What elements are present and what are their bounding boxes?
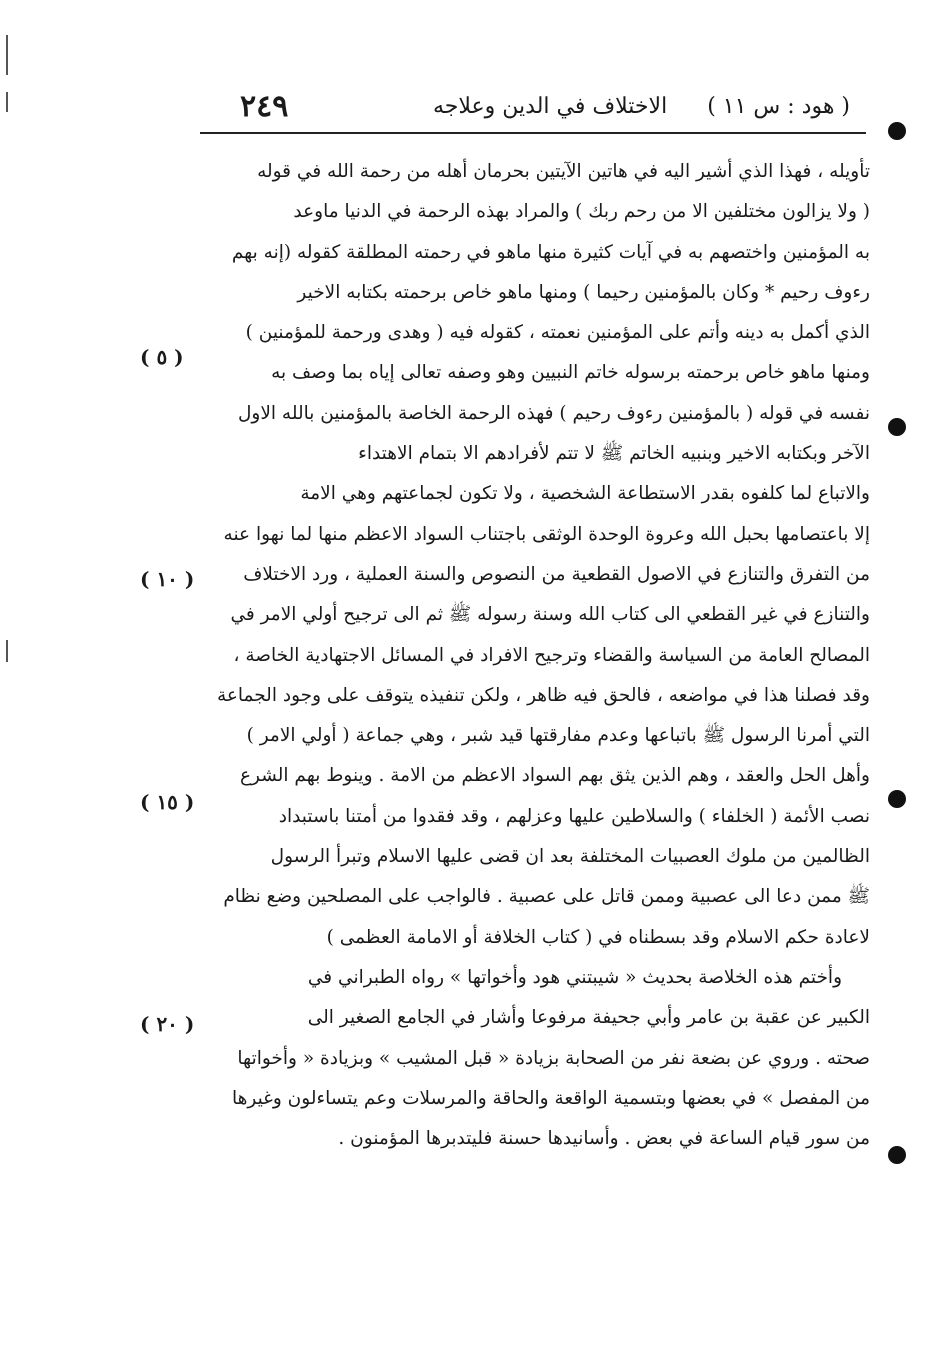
text-line: الآخر وبكتابه الاخير وبنبيه الخاتم ﷺ لا تتم لأفرادهم الا بتمام الاهتداء — [358, 443, 870, 465]
margin-line-number: ( ١٠ ) — [140, 567, 195, 591]
text-line: المصالح العامة من السياسة والقضاء وترجيح الافراد في المسائل الاجتهادية الخاصة ، — [233, 644, 870, 666]
page-number: ٢٤٩ — [240, 88, 289, 124]
text-line: نفسه في قوله ( بالمؤمنين رءوف رحيم ) فهذه الرحمة الخاصة بالمؤمنين بالله الاول — [237, 402, 870, 424]
text-line: التي أمرنا الرسول ﷺ باتباعها وعدم مفارقتها قيد شبر ، وهي جماعة ( أولي الامر ) — [246, 725, 870, 747]
scan-edge-mark — [6, 92, 8, 112]
text-line: رءوف رحيم * وكان بالمؤمنين رحيما ) ومنها ماهو خاص برحمته بكتابه الاخير — [297, 281, 870, 303]
text-line: وأهل الحل والعقد ، وهم الذين يثق بهم السواد الاعظم من الامة . وينوط بهم الشرع — [240, 765, 870, 787]
binding-hole-mark — [888, 122, 906, 140]
text-line: والتنازع في غير القطعي الى كتاب الله وسنة رسوله ﷺ ثم الى ترجيح أولي الامر في — [230, 604, 870, 626]
text-line: ﷺ ممن دعا الى عصبية وممن قاتل على عصبية . فالواجب على المصلحين وضع نظام — [223, 886, 870, 908]
text-line: وقد فصلنا هذا في مواضعه ، فالحق فيه ظاهر ، ولكن تنفيذه يتوقف على وجود الجماعة — [216, 684, 870, 706]
margin-line-number: ( ٥ ) — [140, 345, 184, 369]
text-line: صحته . وروي عن بضعة نفر من الصحابة بزيادة « قبل المشيب » وبزيادة « وأخواتها — [237, 1047, 870, 1069]
chapter-title: الاختلاف في الدين وعلاجه — [433, 93, 668, 119]
binding-hole-mark — [888, 1146, 906, 1164]
page-header — [210, 84, 860, 128]
margin-line-number: ( ٢٠ ) — [140, 1012, 195, 1036]
header-rule — [200, 132, 866, 134]
text-line: إلا باعتصامها بحبل الله وعروة الوحدة الوثقى باجتناب السواد الاعظم منها لما نهوا عنه — [223, 523, 870, 545]
text-line: الذي أكمل به دينه وأتم على المؤمنين نعمته ، كقوله فيه ( وهدى ورحمة للمؤمنين ) — [245, 322, 870, 344]
paragraph-start-line: وأختم هذه الخلاصة بحديث « شيبتني هود وأخواتها » رواه الطبراني في — [307, 966, 842, 988]
text-line: الكبير عن عقبة بن عامر وأبي جحيفة مرفوعا وأشار في الجامع الصغير الى — [307, 1007, 870, 1029]
text-line: تأويله ، فهذا الذي أشير اليه في هاتين الآيتين بحرمان أهله من رحمة الله في قوله — [257, 161, 870, 182]
text-line: ومنها ماهو خاص برحمته برسوله خاتم النبيين وهو وصفه تعالى إياه بما وصف به — [271, 362, 870, 384]
binding-hole-mark — [888, 418, 906, 436]
text-line: نصب الأئمة ( الخلفاء ) والسلاطين عليها وعزلهم ، وقد فقدوا من أمتنا باستبداد — [278, 805, 870, 827]
scan-edge-mark — [6, 35, 8, 75]
binding-hole-mark — [888, 790, 906, 808]
scan-edge-mark — [6, 640, 8, 662]
text-line: الظالمين من ملوك العصبيات المختلفة بعد ان قضى عليها الاسلام وتبرأ الرسول — [270, 846, 870, 868]
text-line: والاتباع لما كلفوه بقدر الاستطاعة الشخصية ، ولا تكون لجماعتهم وهي الامة — [300, 483, 870, 505]
text-line: ( ولا يزالون مختلفين الا من رحم ربك ) والمراد بهذه الرحمة في الدنيا ماوعد — [293, 201, 870, 223]
body-text — [180, 152, 870, 1159]
sura-reference: ( هود : س ١١ ) — [707, 93, 850, 119]
text-line: من سور قيام الساعة في بعض . وأسانيدها حسنة فليتدبرها المؤمنون . — [338, 1128, 870, 1150]
text-line: لاعادة حكم الاسلام وقد بسطناه في ( كتاب الخلافة أو الامامة العظمى ) — [326, 926, 870, 948]
text-line: به المؤمنين واختصهم به في آيات كثيرة منها ماهو في رحمته المطلقة كقوله (إنه بهم — [231, 241, 870, 263]
margin-line-number: ( ١٥ ) — [140, 790, 195, 814]
text-line: من المفصل » في بعضها وبتسمية الواقعة والحاقة والمرسلات وعم يتساءلون وغيرها — [232, 1087, 870, 1109]
text-line: من التفرق والتنازع في الاصول القطعية من النصوص والسنة العملية ، ورد الاختلاف — [243, 563, 870, 585]
